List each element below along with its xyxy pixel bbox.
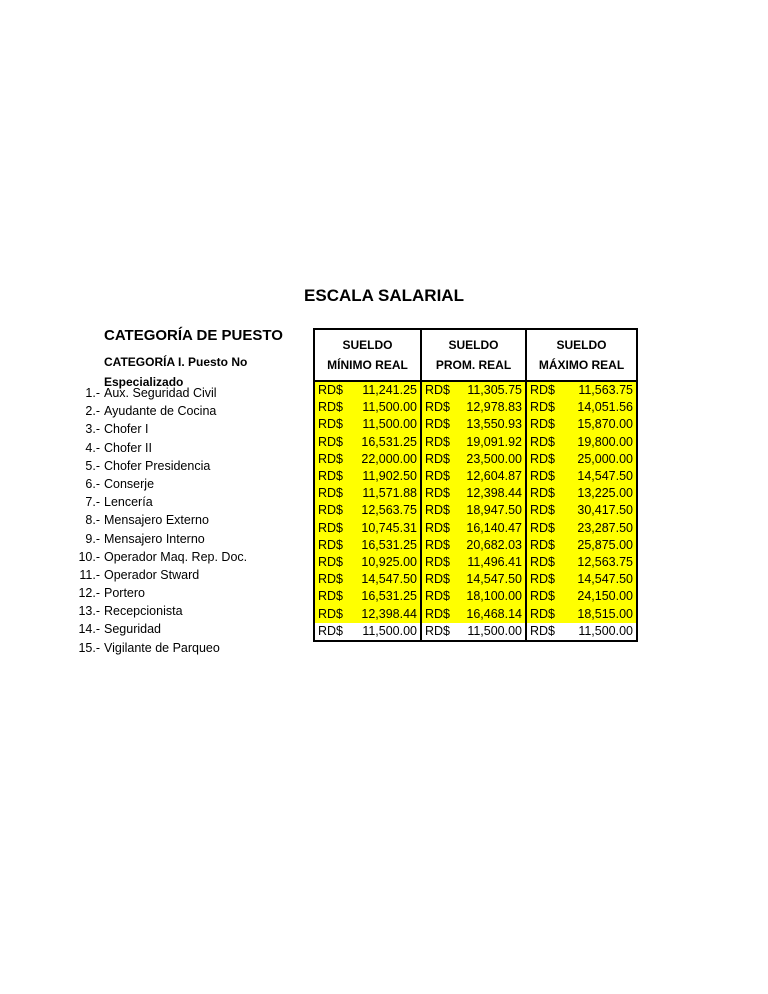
salary-value: 30,417.50 [577, 503, 633, 518]
currency-label: RD$ [530, 520, 556, 535]
salary-cell-prom [421, 502, 526, 519]
salary-value: 10,745.31 [361, 520, 417, 535]
salary-cell-min [314, 399, 421, 416]
item-number: 10.- [78, 549, 100, 564]
currency-label: RD$ [318, 417, 344, 432]
salary-value: 11,902.50 [362, 469, 417, 484]
column-header-min: SUELDO MÍNIMO REAL [314, 329, 421, 381]
salary-table [313, 328, 638, 642]
currency-label: RD$ [318, 589, 344, 604]
currency-label: RD$ [530, 400, 556, 415]
salary-cell-prom [421, 520, 526, 537]
salary-value: 23,500.00 [466, 451, 522, 466]
salary-value: 14,547.50 [577, 469, 633, 484]
position-name: Ayudante de Cocina [104, 404, 217, 419]
item-number: 4.- [85, 440, 100, 455]
salary-cell-min [314, 502, 421, 519]
position-name: Vigilante de Parqueo [104, 640, 220, 655]
salary-cell-max [526, 399, 637, 416]
currency-label: RD$ [318, 469, 344, 484]
currency-label: RD$ [425, 623, 451, 638]
salary-value: 16,468.14 [466, 606, 522, 621]
currency-label: RD$ [318, 537, 344, 552]
salary-value: 16,140.47 [466, 520, 522, 535]
salary-cell-prom [421, 588, 526, 605]
page-title: ESCALA SALARIAL [304, 286, 464, 305]
salary-cell-min [314, 485, 421, 502]
currency-label: RD$ [318, 572, 344, 587]
currency-label: RD$ [530, 417, 556, 432]
salary-value: 20,682.03 [466, 537, 522, 552]
salary-value: 19,091.92 [466, 434, 522, 449]
currency-label: RD$ [318, 520, 344, 535]
currency-label: RD$ [318, 383, 344, 398]
currency-label: RD$ [425, 486, 451, 501]
position-name: Portero [104, 586, 145, 601]
item-number: 1.- [85, 386, 100, 400]
currency-label: RD$ [530, 589, 556, 604]
currency-label: RD$ [425, 606, 451, 621]
salary-value: 15,870.00 [577, 417, 633, 432]
list-item [60, 457, 247, 475]
salary-cell-min [314, 588, 421, 605]
item-number: 13.- [78, 604, 100, 619]
salary-cell-min [314, 434, 421, 451]
column-header-max: SUELDO MÁXIMO REAL [526, 329, 637, 381]
salary-value: 14,547.50 [361, 572, 417, 587]
salary-value: 16,531.25 [361, 537, 417, 552]
salary-value: 12,398.44 [361, 606, 417, 621]
list-item [60, 548, 247, 566]
position-name: Recepcionista [104, 604, 183, 619]
salary-cell-min [314, 468, 421, 485]
salary-cell-prom [421, 537, 526, 554]
currency-label: RD$ [530, 537, 556, 552]
salary-value: 23,287.50 [577, 520, 633, 535]
list-item [60, 584, 247, 602]
list-item [60, 402, 247, 420]
currency-label: RD$ [425, 589, 451, 604]
salary-cell-prom [421, 451, 526, 468]
salary-value: 11,571.88 [362, 486, 417, 501]
list-item [60, 511, 247, 529]
currency-label: RD$ [425, 554, 451, 569]
currency-label: RD$ [318, 606, 344, 621]
salary-cell-max [526, 434, 637, 451]
table-row [314, 605, 637, 622]
table-row [314, 537, 637, 554]
salary-value: 24,150.00 [577, 589, 633, 604]
salary-cell-prom [421, 554, 526, 571]
list-item [60, 602, 247, 620]
salary-value: 25,000.00 [577, 451, 633, 466]
salary-cell-min [314, 537, 421, 554]
item-number: 7.- [85, 495, 100, 510]
salary-value: 18,947.50 [466, 503, 522, 518]
currency-label: RD$ [318, 623, 344, 638]
position-name: Mensajero Interno [104, 531, 205, 546]
currency-label: RD$ [318, 486, 344, 501]
item-number: 6.- [85, 476, 100, 491]
salary-value: 19,800.00 [577, 434, 633, 449]
table-row [314, 623, 637, 641]
salary-cell-max [526, 451, 637, 468]
currency-label: RD$ [530, 572, 556, 587]
currency-label: RD$ [530, 451, 556, 466]
salary-cell-max [526, 623, 637, 641]
currency-label: RD$ [530, 486, 556, 501]
salary-value: 13,225.00 [577, 486, 633, 501]
currency-label: RD$ [425, 434, 451, 449]
salary-cell-max [526, 381, 637, 399]
position-list [60, 384, 247, 657]
list-item [60, 420, 247, 438]
category-subheading: CATEGORÍA I. Puesto No Especializado [104, 355, 248, 389]
currency-label: RD$ [530, 554, 556, 569]
list-item [60, 493, 247, 511]
salary-value: 11,305.75 [467, 383, 522, 398]
list-item [60, 384, 247, 402]
list-item [60, 530, 247, 548]
salary-cell-prom [421, 434, 526, 451]
salary-value: 18,100.00 [466, 589, 522, 604]
currency-label: RD$ [530, 469, 556, 484]
salary-value: 14,547.50 [466, 572, 522, 587]
salary-value: 11,496.41 [467, 554, 522, 569]
item-number: 8.- [85, 513, 100, 528]
salary-value: 11,241.25 [362, 383, 417, 398]
list-item [60, 566, 247, 584]
salary-value: 18,515.00 [577, 606, 633, 621]
salary-cell-max [526, 605, 637, 622]
salary-cell-min [314, 381, 421, 399]
salary-cell-min [314, 623, 421, 641]
currency-label: RD$ [318, 554, 344, 569]
currency-label: RD$ [425, 417, 451, 432]
currency-label: RD$ [425, 537, 451, 552]
currency-label: RD$ [530, 503, 556, 518]
salary-cell-prom [421, 623, 526, 641]
table-row [314, 468, 637, 485]
currency-label: RD$ [530, 606, 556, 621]
salary-value: 12,604.87 [466, 469, 522, 484]
salary-cell-prom [421, 485, 526, 502]
currency-label: RD$ [425, 400, 451, 415]
currency-label: RD$ [425, 451, 451, 466]
salary-value: 13,550.93 [466, 417, 522, 432]
salary-cell-min [314, 416, 421, 433]
salary-value: 16,531.25 [361, 589, 417, 604]
item-number: 15.- [78, 640, 100, 655]
currency-label: RD$ [530, 623, 556, 638]
salary-value: 12,563.75 [361, 503, 417, 518]
currency-label: RD$ [425, 572, 451, 587]
salary-cell-prom [421, 381, 526, 399]
position-name: Mensajero Externo [104, 513, 209, 528]
item-number: 12.- [78, 586, 100, 601]
salary-value: 11,500.00 [362, 400, 417, 415]
item-number: 9.- [85, 531, 100, 546]
salary-value: 12,398.44 [466, 486, 522, 501]
salary-cell-prom [421, 605, 526, 622]
salary-cell-min [314, 571, 421, 588]
salary-cell-max [526, 502, 637, 519]
currency-label: RD$ [318, 400, 344, 415]
salary-value: 14,051.56 [577, 400, 633, 415]
list-item [60, 639, 247, 657]
salary-cell-prom [421, 468, 526, 485]
table-row [314, 571, 637, 588]
salary-cell-max [526, 554, 637, 571]
salary-cell-min [314, 554, 421, 571]
table-row [314, 485, 637, 502]
table-row [314, 451, 637, 468]
salary-cell-max [526, 588, 637, 605]
salary-value: 12,978.83 [466, 400, 522, 415]
list-item [60, 439, 247, 457]
currency-label: RD$ [425, 383, 451, 398]
position-name: Seguridad [104, 622, 161, 637]
salary-value: 25,875.00 [577, 537, 633, 552]
position-name: Chofer Presidencia [104, 458, 211, 473]
salary-cell-max [526, 537, 637, 554]
item-number: 11.- [79, 567, 100, 582]
category-heading: CATEGORÍA DE PUESTO [104, 327, 283, 344]
currency-label: RD$ [425, 520, 451, 535]
salary-cell-max [526, 468, 637, 485]
salary-value: 11,500.00 [578, 623, 633, 638]
position-name: Aux. Seguridad Civil [104, 386, 217, 400]
list-item [60, 475, 247, 493]
salary-value: 11,500.00 [362, 623, 417, 638]
position-name: Operador Stward [104, 567, 200, 582]
position-name: Operador Maq. Rep. Doc. [104, 549, 248, 564]
table-row [314, 554, 637, 571]
salary-cell-prom [421, 571, 526, 588]
position-name: Chofer II [104, 440, 152, 455]
item-number: 5.- [85, 458, 100, 473]
salary-cell-max [526, 520, 637, 537]
salary-cell-min [314, 451, 421, 468]
currency-label: RD$ [530, 383, 556, 398]
item-number: 14.- [78, 622, 100, 637]
salary-cell-min [314, 605, 421, 622]
currency-label: RD$ [318, 434, 344, 449]
currency-label: RD$ [425, 469, 451, 484]
item-number: 2.- [85, 404, 100, 419]
item-number: 3.- [85, 422, 100, 437]
salary-value: 10,925.00 [361, 554, 417, 569]
position-name: Lencería [104, 495, 153, 510]
salary-value: 11,563.75 [578, 383, 633, 398]
position-name: Conserje [104, 476, 155, 491]
column-header-prom: SUELDO PROM. REAL [421, 329, 526, 381]
currency-label: RD$ [318, 451, 344, 466]
salary-value: 14,547.50 [577, 572, 633, 587]
salary-value: 11,500.00 [362, 417, 417, 432]
salary-cell-max [526, 571, 637, 588]
salary-cell-max [526, 416, 637, 433]
table-row [314, 416, 637, 433]
currency-label: RD$ [425, 503, 451, 518]
salary-value: 11,500.00 [467, 623, 522, 638]
table-row [314, 588, 637, 605]
salary-cell-prom [421, 399, 526, 416]
position-name: Chofer I [104, 422, 149, 437]
salary-value: 16,531.25 [361, 434, 417, 449]
salary-value: 22,000.00 [361, 451, 417, 466]
currency-label: RD$ [318, 503, 344, 518]
salary-cell-min [314, 520, 421, 537]
table-row [314, 520, 637, 537]
list-item [60, 620, 247, 638]
table-row [314, 434, 637, 451]
currency-label: RD$ [530, 434, 556, 449]
table-row [314, 399, 637, 416]
salary-cell-prom [421, 416, 526, 433]
table-row [314, 502, 637, 519]
table-row [314, 381, 637, 399]
salary-cell-max [526, 485, 637, 502]
salary-value: 12,563.75 [577, 554, 633, 569]
